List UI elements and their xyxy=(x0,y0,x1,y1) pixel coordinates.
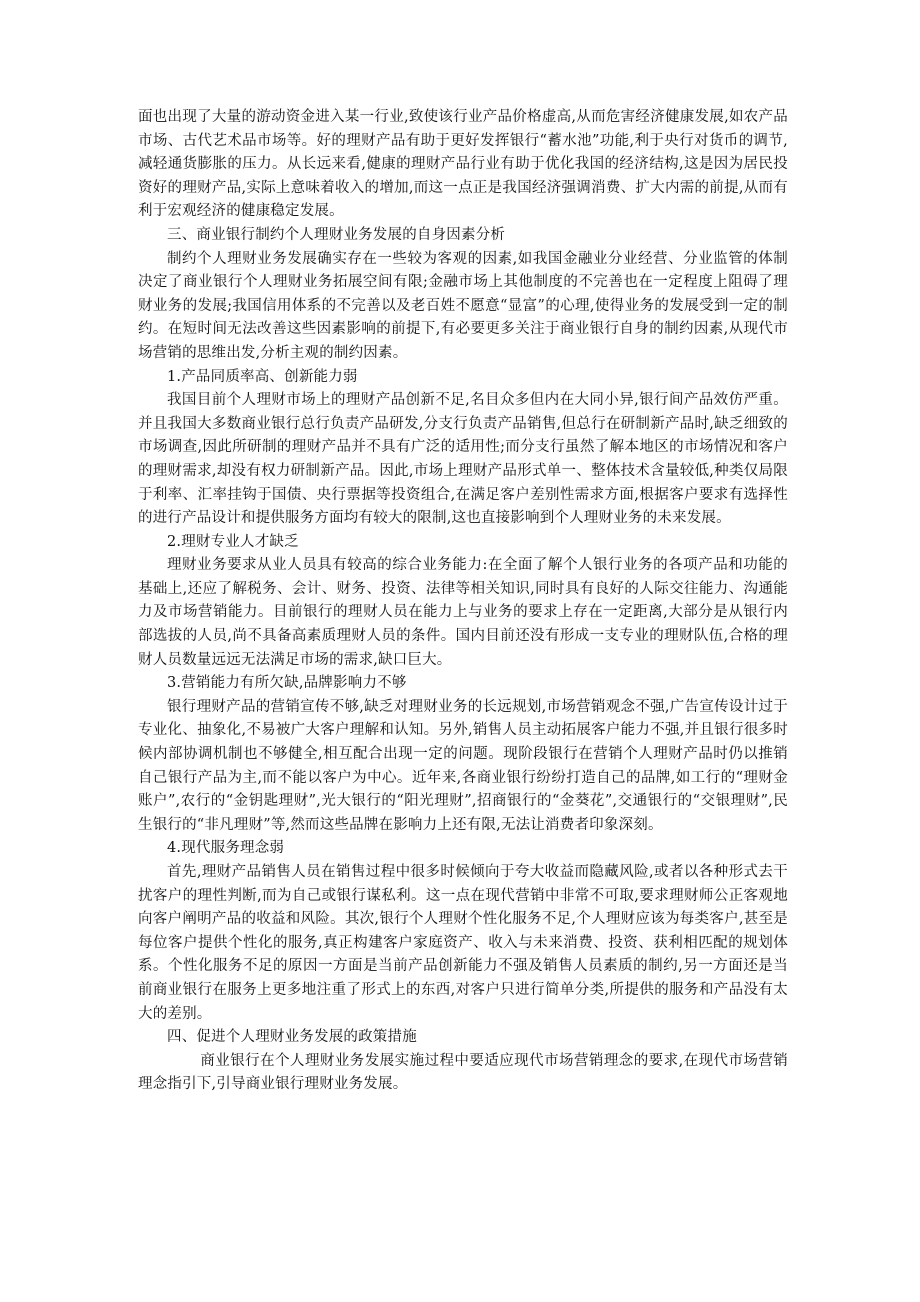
paragraph-marketing-brand: 银行理财产品的营销宣传不够,缺乏对理财业务的长远规划,市场营销观念不强,广告宣传设计过于专业化、抽象化,不易被广大客户理解和认知。另外,销售人员主动拓展客户能力不强,并且银行很多时候内部协调机制也不够健全,相互配合出现一定的问题。现阶段银行在营销个人理财产品时仍以推销自己银行产品为主,而不能以客户为中心。近年来,各商业银行纷纷打造自己的品牌,如工行的“理财金账户”,农行的“金钥匙理财”,光大银行的“阳光理财”,招商银行的“金葵花”,交通银行的“交银理财”,民生银行的“非凡理财”等,然而这些品牌在影响力上还有限,无法让消费者印象深刻。 xyxy=(138,698,788,833)
paragraph-policy-measures: 商业银行在个人理财业务发展实施过程中要适应现代市场营销理念的要求,在现代市场营销理念指引下,引导商业银行理财业务发展。 xyxy=(138,1052,788,1093)
document-page xyxy=(138,106,788,1097)
paragraph-constraints-intro: 制约个人理财业务发展确实存在一些较为客观的因素,如我国金融业分业经营、分业监管的体制决定了商业银行个人理财业务拓展空间有限;金融市场上其他制度的不完善也在一定程度上阻碍了理财业务的发展;我国信用体系的不完善以及老百姓不愿意“显富”的心理,使得业务的发展受到一定的制约。在短时间无法改善这些因素影响的前提下,有必要更多关注于商业银行自身的制约因素,从现代市场营销的思维出发,分析主观的制约因素。 xyxy=(138,250,788,361)
paragraph-product-homogeneity: 我国目前个人理财市场上的理财产品创新不足,名目众多但内在大同小异,银行间产品效仿严重。并且我国大多数商业银行总行负责产品研发,分支行负责产品销售,但总行在研制新产品时,缺乏细致的市场调查,因此所研制的理财产品并不具有广泛的适用性;而分支行虽然了解本地区的市场情况和客户的理财需求,却没有权力研制新产品。因此,市场上理财产品形式单一、整体技术含量较低,种类仅局限于利率、汇率挂钩于国债、央行票据等投资组合,在满足客户差别性需求方面,根据客户要求有选择性的进行产品设计和提供服务方面均有较大的限制,这也直接影响到个人理财业务的未来发展。 xyxy=(138,392,788,527)
paragraph-service-concept: 首先,理财产品销售人员在销售过程中很多时候倾向于夸大收益而隐藏风险,或者以各种形式去干扰客户的理性判断,而为自己或银行谋私利。这一点在现代营销中非常不可取,要求理财师公正客观地向客户阐明产品的收益和风险。其次,银行个人理财个性化服务不足,个人理财应该为每类客户,甚至是每位客户提供个性化的服务,真正构建客户家庭资产、收入与未来消费、投资、获利相匹配的规划体系。个性化服务不足的原因一方面是当前产品创新能力不强及销售人员素质的制约,另一方面还是当前商业银行在服务上更多地注重了形式上的东西,对客户只进行简单分类,所提供的服务和产品没有太大的差别。 xyxy=(138,864,788,1022)
subheading-talent-shortage: 2.理财专业人才缺乏 xyxy=(167,533,299,550)
paragraph-economic-impact: 面也出现了大量的游动资金进入某一行业,致使该行业产品价格虚高,从而危害经济健康发展,如农产品市场、古代艺术品市场等。好的理财产品有助于更好发挥银行“蓄水池”功能,利于央行对货币的调节,减轻通货膨胀的压力。从长远来看,健康的理财产品行业有助于优化我国的经济结构,这是因为居民投资好的理财产品,实际上意味着收入的增加,而这一点正是我国经济强调消费、扩大内需的前提,从而有利于宏观经济的健康稳定发展。 xyxy=(138,109,788,220)
section-heading-4: 四、促进个人理财业务发展的政策措施 xyxy=(167,1029,417,1046)
subheading-service-concept: 4.现代服务理念弱 xyxy=(167,840,285,857)
paragraph-talent-shortage: 理财业务要求从业人员具有较高的综合业务能力:在全面了解个人银行业务的各项产品和功能的基础上,还应了解税务、会计、财务、投资、法律等相关知识,同时具有良好的人际交往能力、沟通能力及市场营销能力。目前银行的理财人员在能力上与业务的要求上存在一定距离,大部分是从银行内部选拔的人员,尚不具备高素质理财人员的条件。国内目前还没有形成一支专业的理财队伍,合格的理财人员数量远远无法满足市场的需求,缺口巨大。 xyxy=(138,557,788,668)
subheading-product-homogeneity: 1.产品同质率高、创新能力弱 xyxy=(167,368,358,385)
section-heading-3: 三、商业银行制约个人理财业务发展的自身因素分析 xyxy=(167,226,506,243)
subheading-marketing-brand: 3.营销能力有所欠缺,品牌影响力不够 xyxy=(167,675,407,692)
